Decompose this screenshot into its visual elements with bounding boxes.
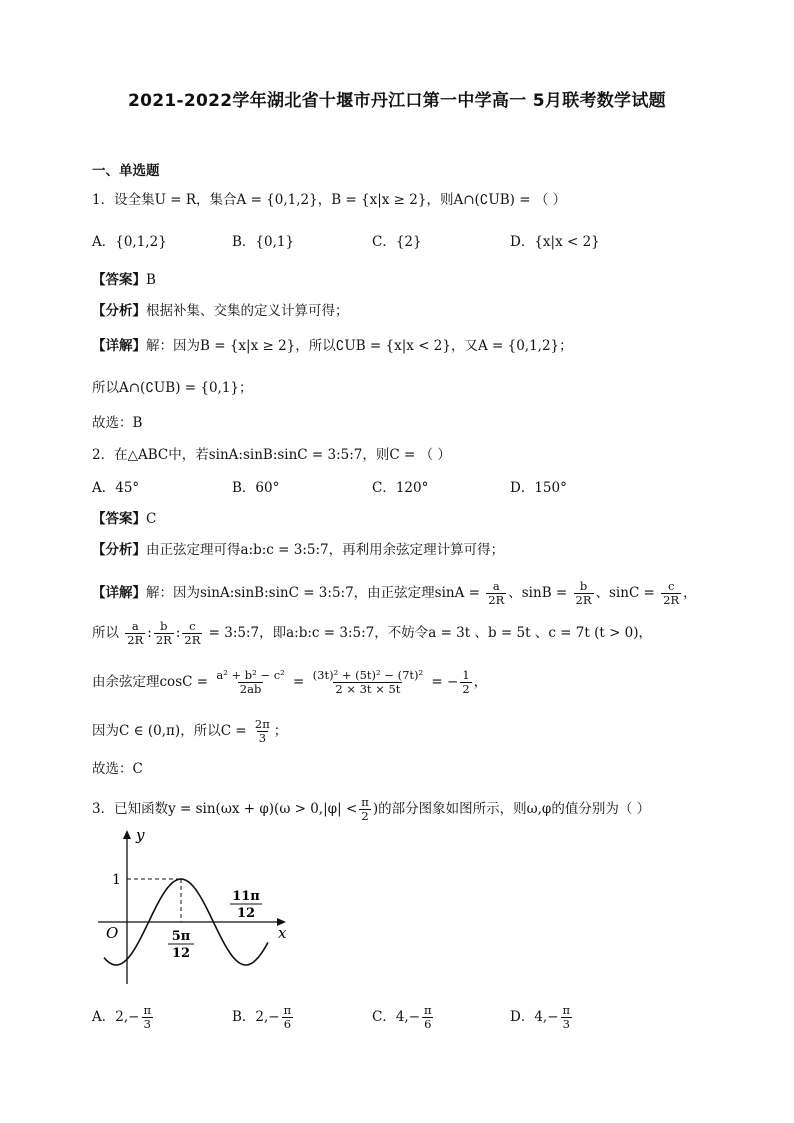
- detail-text: 由余弦定理cosC =: [92, 674, 209, 690]
- detail-text: 、sinB =: [508, 585, 568, 601]
- denominator: 2R: [488, 593, 505, 607]
- option-lead: D．4,−: [510, 1009, 559, 1025]
- fraction-c-value: [253, 718, 272, 745]
- q2-detail: [92, 578, 697, 608]
- q2-option-d: D．150°: [510, 480, 567, 496]
- denominator: 2 × 3t × 5t: [335, 682, 401, 696]
- denominator: 6: [424, 1017, 432, 1031]
- numerator: 1: [462, 668, 470, 682]
- q1-option-a: A．{0,1,2}: [92, 234, 167, 250]
- x-axis-label: x: [278, 924, 287, 942]
- zero-x-denominator: 12: [236, 906, 256, 921]
- numerator: a: [131, 619, 139, 633]
- fraction-c-over-2r: [661, 580, 681, 607]
- q1-answer: [92, 271, 156, 289]
- analysis-tag: 【分析】: [92, 303, 146, 319]
- numerator: π: [283, 1003, 292, 1017]
- q1-analysis: [92, 302, 349, 320]
- section-heading: 一、单选题: [92, 163, 160, 179]
- sine-graph-figure: [92, 826, 292, 991]
- q1-detail: [92, 337, 573, 355]
- q1-option-c: C．{2}: [372, 234, 422, 250]
- q1-option-b: B．{0,1}: [232, 234, 295, 250]
- denominator: 2R: [127, 633, 144, 647]
- answer-tag: 【答案】: [92, 511, 146, 527]
- q2-stem: 2．在△ABC中，若sinA:sinB:sinC = 3:5:7，则C = （ ）: [92, 447, 451, 463]
- detail-text: = 3:5:7，即a:b:c = 3:5:7，不妨令a = 3t 、b = 5t 、c = 7t (t > 0)，: [208, 625, 653, 641]
- stem-text: 3．已知函数y = sin(ωx + φ)(ω > 0,|φ| <: [92, 801, 358, 817]
- q2-option-c: C．120°: [372, 480, 429, 496]
- analysis-tag: 【分析】: [92, 542, 146, 558]
- equals-minus: = −: [431, 674, 459, 690]
- numerator: a² + b² − c²: [216, 668, 285, 682]
- denominator: 3: [143, 1017, 151, 1031]
- fraction-cos-formula: [214, 669, 286, 696]
- option-lead: C．4,−: [372, 1009, 421, 1025]
- denominator: 2ab: [239, 682, 262, 696]
- denominator: 2R: [663, 593, 680, 607]
- analysis-text: 由正弦定理可得a:b:c = 3:5:7，再利用余弦定理计算可得；: [146, 542, 505, 558]
- numerator: b: [579, 579, 588, 593]
- q3-option-b: [232, 1003, 295, 1031]
- page-title: 2021-2022学年湖北省十堰市丹江口第一中学高一 5月联考数学试题: [128, 91, 666, 111]
- analysis-text: 根据补集、交集的定义计算可得；: [146, 303, 349, 319]
- detail-tag: 【详解】: [92, 338, 146, 354]
- numerator: π: [143, 1003, 152, 1017]
- q3-stem: [92, 794, 650, 824]
- stem-text: )的部分图象如图所示，则ω,φ的值分别为（ ）: [372, 801, 651, 817]
- numerator: (3t)² + (5t)² − (7t)²: [312, 668, 424, 682]
- detail-text: 所以: [92, 625, 119, 641]
- numerator: b: [160, 619, 168, 633]
- denominator: 2R: [155, 633, 172, 647]
- q3-option-d: [510, 1003, 574, 1031]
- peak-x-denominator: 12: [171, 946, 191, 961]
- detail-text: 因为C ∈ (0,π)，所以C =: [92, 723, 247, 739]
- option-lead: A．2,−: [92, 1009, 140, 1025]
- q1-choice: 故选：B: [92, 415, 143, 431]
- origin-label: O: [106, 924, 119, 942]
- option-fraction: [141, 1004, 153, 1031]
- y-axis-label: y: [136, 826, 145, 844]
- q2-choice: 故选：C: [92, 761, 143, 777]
- detail-text: 解：因为B = {x|x ≥ 2}，所以∁UB = {x|x < 2}，又A = {0,1,2}；: [146, 338, 573, 354]
- numerator: c: [189, 619, 196, 633]
- detail-text: ，: [683, 585, 697, 601]
- fraction-c-over-2r: [182, 620, 202, 647]
- fraction-b-over-2r: [154, 620, 174, 647]
- q1-option-d: D．{x|x < 2}: [510, 234, 600, 250]
- detail-text: 、sinC =: [595, 585, 655, 601]
- zero-x-numerator: 11π: [232, 889, 260, 904]
- numerator: a: [492, 579, 500, 593]
- denominator: 2R: [184, 633, 201, 647]
- numerator: π: [562, 1003, 571, 1017]
- q2-answer: [92, 510, 156, 528]
- detail-text: ；: [273, 723, 288, 739]
- q2-analysis: [92, 541, 504, 559]
- option-fraction: [422, 1004, 434, 1031]
- option-fraction: [282, 1004, 294, 1031]
- fraction-a-over-2r: [486, 580, 506, 607]
- q2-option-b: B．60°: [232, 480, 280, 496]
- denominator: 2: [361, 809, 369, 823]
- denominator: 6: [283, 1017, 292, 1031]
- option-lead: B．2,−: [232, 1009, 280, 1025]
- y-one-label: 1: [112, 872, 121, 888]
- numerator: c: [667, 579, 675, 593]
- fraction-cos-substituted: [311, 669, 425, 696]
- denominator: 2: [462, 682, 470, 696]
- fraction-one-half: [460, 669, 471, 696]
- denominator: 3: [562, 1017, 570, 1031]
- q3-option-c: [372, 1003, 436, 1031]
- q3-option-a: [92, 1003, 155, 1031]
- detail-tag: 【详解】: [92, 585, 146, 601]
- fraction-b-over-2r: [574, 580, 594, 607]
- option-fraction: [561, 1004, 573, 1031]
- numerator: 2π: [254, 717, 270, 731]
- q2-detail-3: 由余弦定理cosC = $\frac{\text{a² + b² − c²}}{2ab}$ = $\frac{\text{(3t)² + (5t)² − (7t)²}}{2 \times 3t \times 5t}$ = − $\frac{1}{2}$ ，: [92, 668, 488, 696]
- denominator: 2R: [575, 593, 592, 607]
- fraction-pi-over-2: [359, 796, 371, 823]
- q1-stem: 1．设全集U = R，集合A = {0,1,2}，B = {x|x ≥ 2}，则A∩(∁UB) = （ ）: [92, 192, 567, 208]
- q1-detail-2: 所以A∩(∁UB) = {0,1}；: [92, 380, 253, 396]
- answer-tag: 【答案】: [92, 272, 146, 288]
- answer-value: B: [146, 272, 156, 288]
- detail-text: 解：因为sinA:sinB:sinC = 3:5:7，由正弦定理sinA =: [146, 585, 480, 601]
- q2-detail-2: 所以 $\frac{a}{2R}$ : $\frac{b}{2R}$ : $\frac{c}{2R}$ = 3:5:7，即a:b:c = 3:5:7，不妨令a = 3t 、b = 5t 、c = 7t (t > 0)，: [92, 619, 653, 647]
- peak-x-numerator: 5π: [171, 929, 191, 944]
- numerator: π: [361, 795, 369, 809]
- numerator: π: [424, 1003, 432, 1017]
- q2-detail-4: [92, 716, 287, 746]
- y-axis-arrow-icon: [123, 830, 131, 839]
- answer-value: C: [146, 511, 157, 527]
- denominator: 3: [258, 731, 267, 745]
- q2-option-a: A．45°: [92, 480, 140, 496]
- fraction-a-over-2r: [125, 620, 145, 647]
